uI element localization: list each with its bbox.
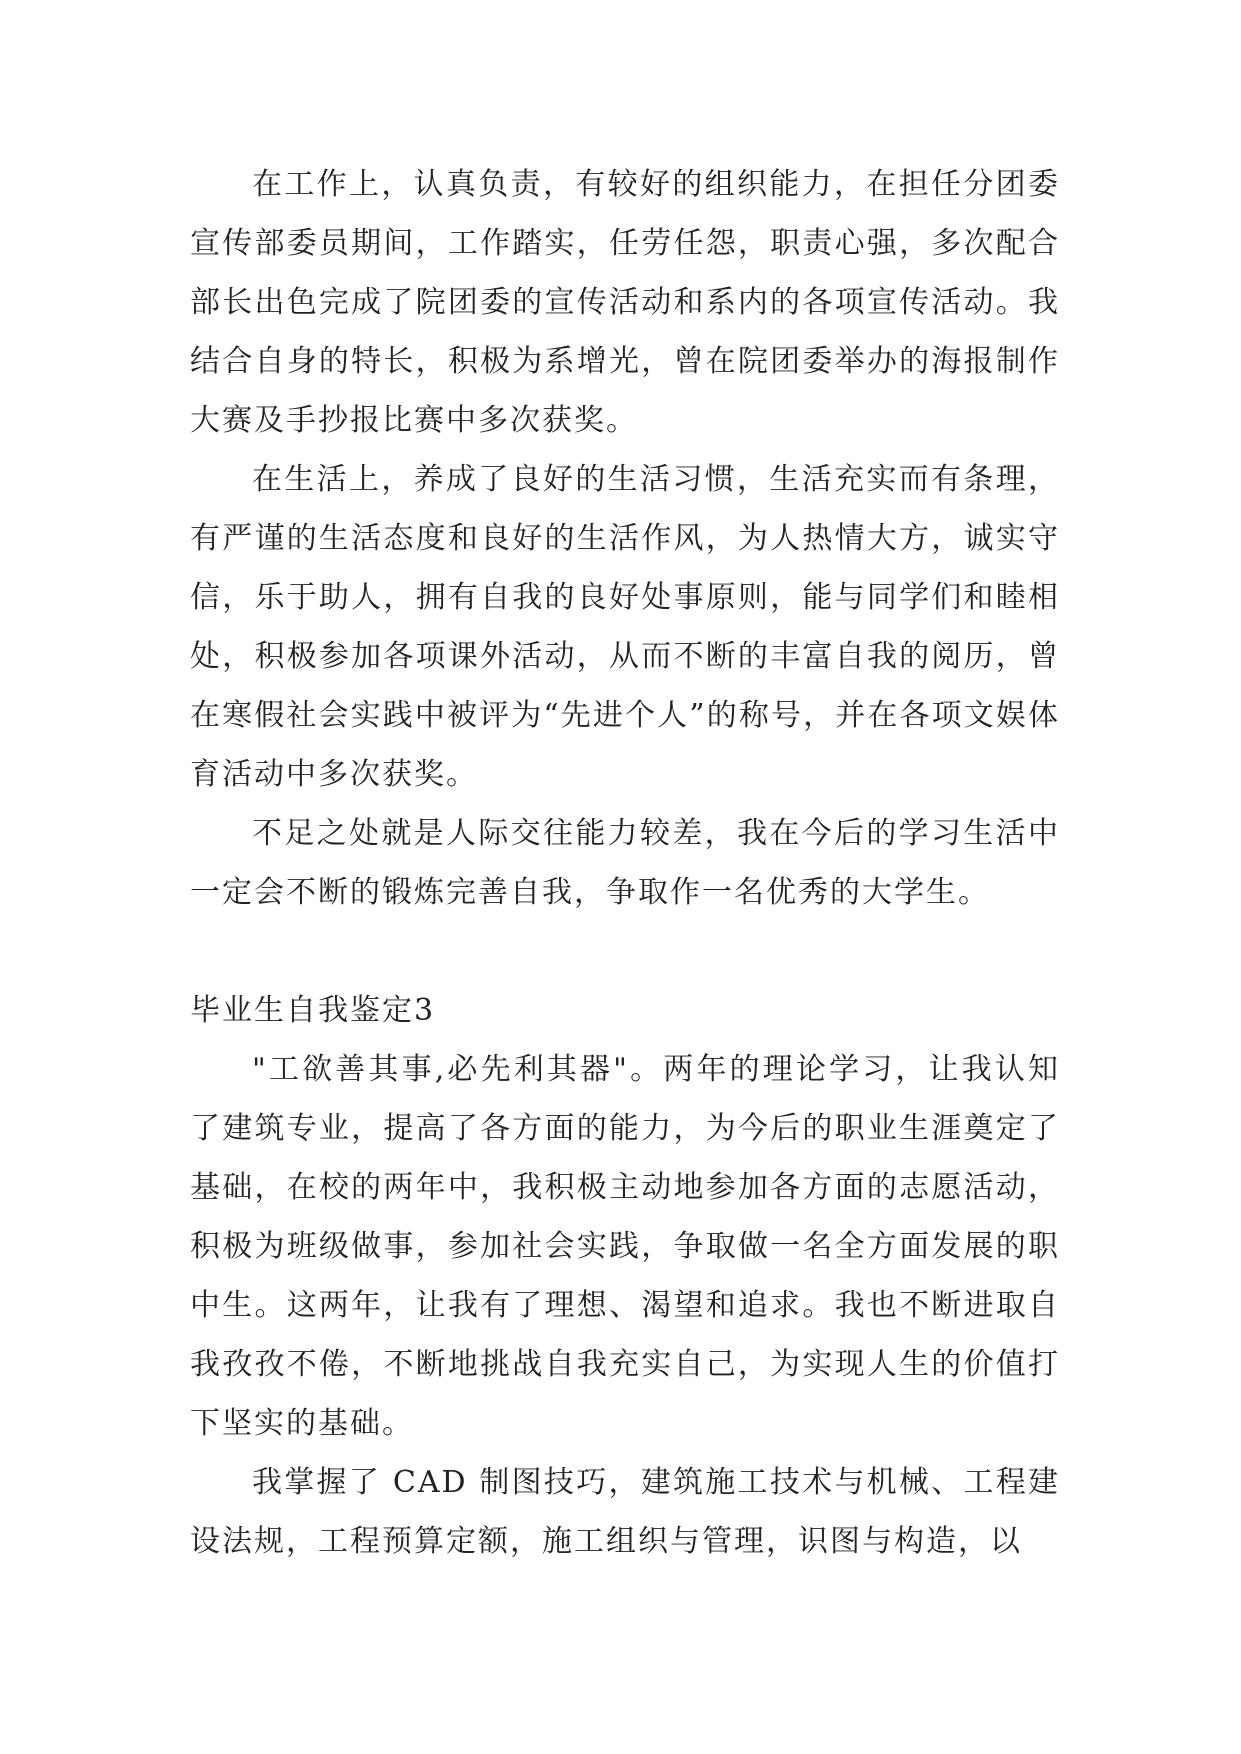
section-heading: 毕业生自我鉴定3 xyxy=(190,993,436,1028)
document-page xyxy=(190,155,1060,1571)
paragraph-study: "工欲善其事,必先利其器"。两年的理论学习，让我认知了建筑专业，提高了各方面的能力，为今后的职业生涯奠定了基础，在校的两年中，我积极主动地参加各方面的志愿活动，积极为班级做事，参加社会实践，争取做一名全方面发展的职中生。这两年，让我有了理想、渴望和追求。我也不断进取自我孜孜不倦，不断地挑战自我充实自己，为实现人生的价值打下坚实的基础。 xyxy=(190,1052,1060,1441)
paragraph-life: 在生活上，养成了良好的生活习惯，生活充实而有条理，有严谨的生活态度和良好的生活作风，为人热情大方，诚实守信，乐于助人，拥有自我的良好处事原则，能与同学们和睦相处，积极参加各项课外活动，从而不断的丰富自我的阅历，曾在寒假社会实践中被评为“先进个人”的称号，并在各项文娱体育活动中多次获奖。 xyxy=(190,462,1060,792)
paragraph-skills: 我掌握了 CAD 制图技巧，建筑施工技术与机械、工程建设法规，工程预算定额，施工组织与管理，识图与构造，以 xyxy=(190,1465,1060,1559)
paragraph-work: 在工作上，认真负责，有较好的组织能力，在担任分团委宣传部委员期间，工作踏实，任劳任怨，职责心强，多次配合部长出色完成了院团委的宣传活动和系内的各项宣传活动。我结合自身的特长，积极为系增光，曾在院团委举办的海报制作大赛及手抄报比赛中多次获奖。 xyxy=(190,167,1060,438)
paragraph-shortcoming: 不足之处就是人际交往能力较差，我在今后的学习生活中一定会不断的锻炼完善自我，争取作一名优秀的大学生。 xyxy=(190,816,1060,910)
